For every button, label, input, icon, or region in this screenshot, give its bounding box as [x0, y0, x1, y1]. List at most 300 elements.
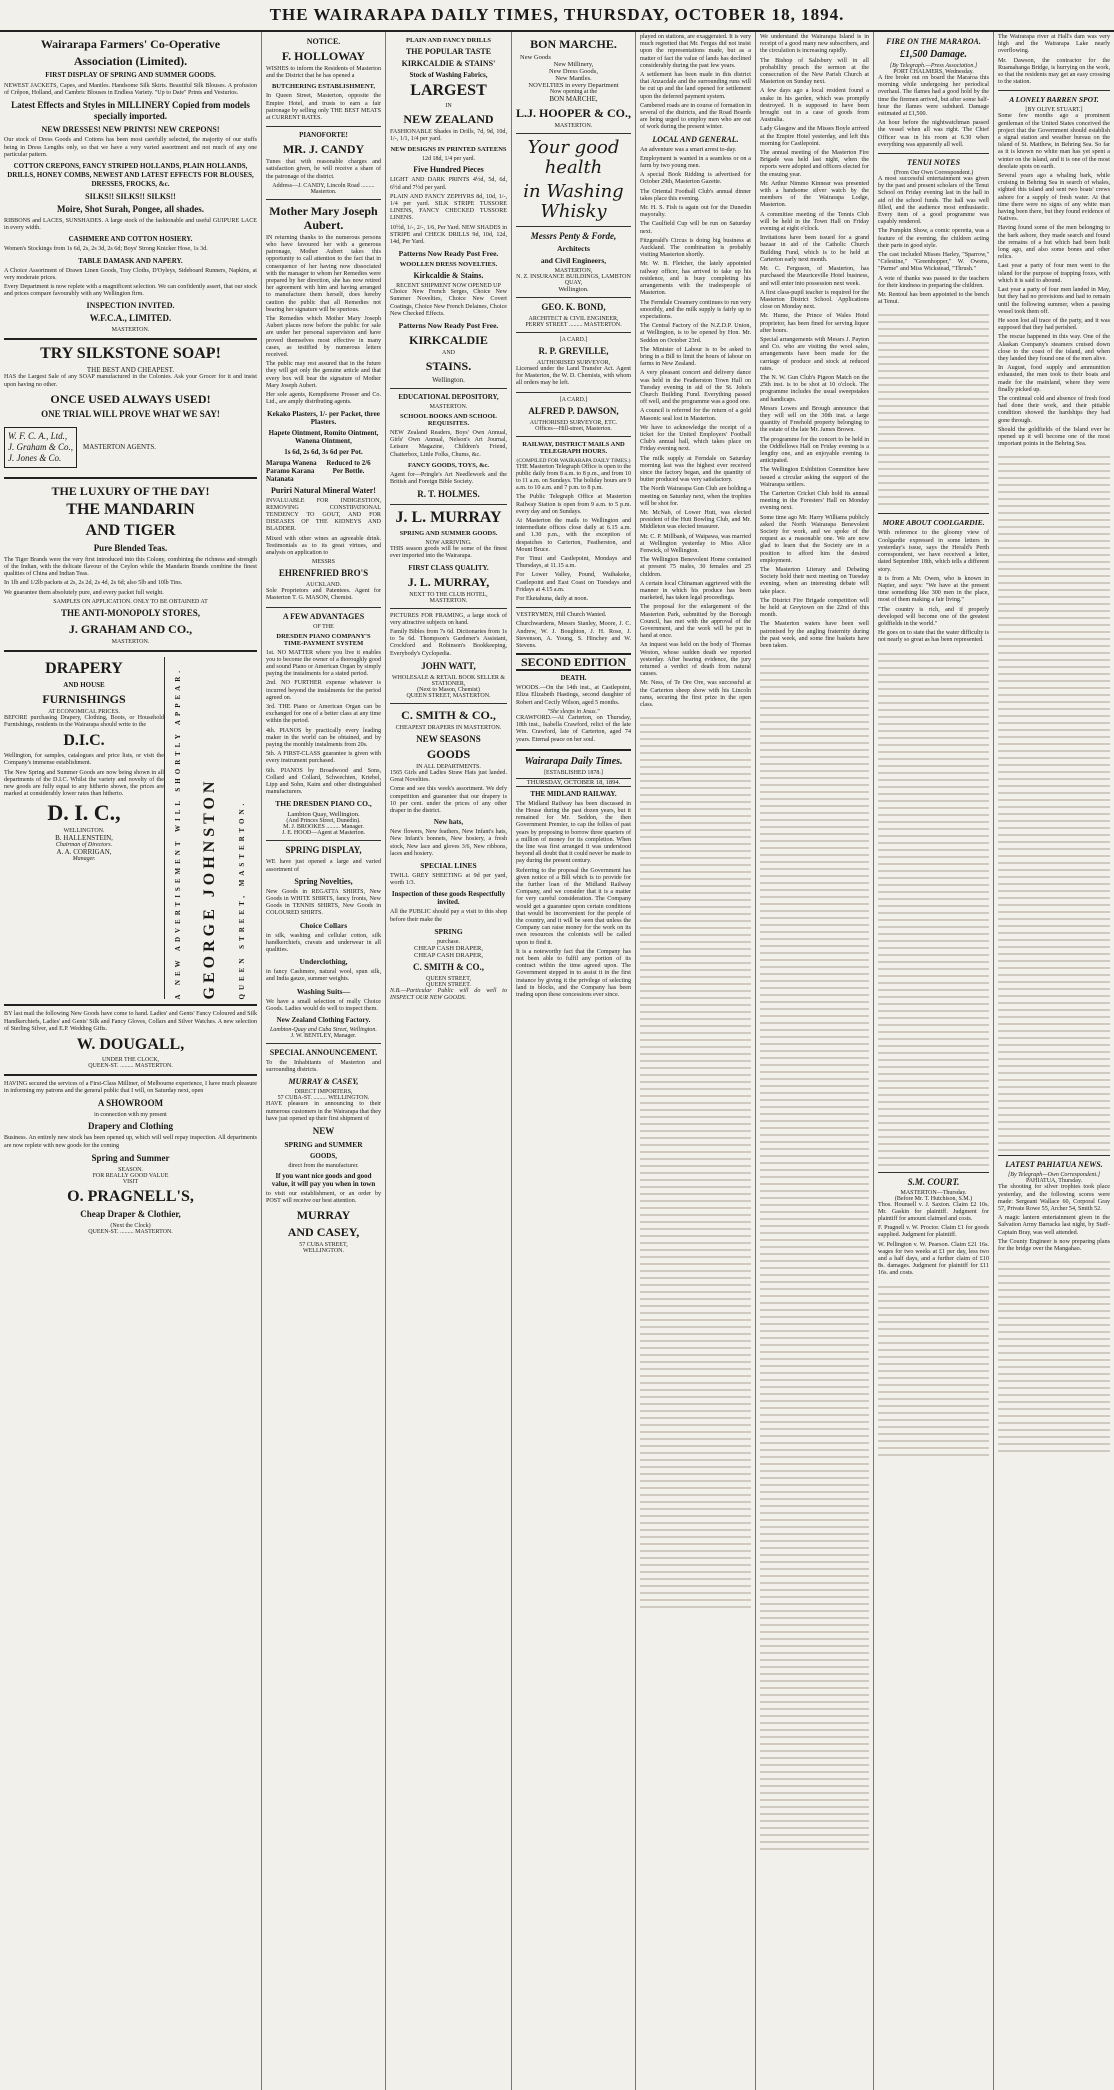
midland-paragraph: The Midland Railway has been discussed in the House during the past dozen years, but it remained for Mr. Seddon, the then Government Premier, to cap the follies of past years by proposing to borrow three quarters of a million of money for its completion. When the line was first arranged it was understood beyond all doubt that it could never be made to pay during the present century.: [516, 800, 631, 865]
ks-name: KIRKCALDIE & STAINS': [401, 59, 496, 68]
dresden-name: THE DRESDEN PIANO CO.,: [275, 799, 372, 809]
dic-name: D.I.C.: [63, 732, 105, 750]
mc-direct-from: direct from the manufacturer.: [288, 1163, 359, 1170]
bon-mantles: New Mantles.: [555, 75, 592, 82]
news-paragraph: The proposal for the enlargement of the Masterton Park, submitted by the Borough Council, has met with the approval of the Government, and the work will be put in hand at once.: [640, 604, 751, 640]
ks-shipment: RECENT SHIPMENT NOW OPENED UP: [396, 283, 501, 290]
aubert-kekako: Kekako Plasters, 1/- per Packet, three Plasters.: [267, 409, 380, 426]
vertical-adverts: [164, 657, 255, 999]
vestry-paragraph: Churchwardens, Messrs Stanley, Moore, J. C. Andrew, W. J. Boughton, J. H. Rose, J. Stevenson, A. Young, S. Hinchey and W. Stevens.: [516, 621, 631, 650]
smith-cheap1: CHEAP CASH DRAPER,: [414, 944, 483, 952]
wfca-place: MASTERTON.: [111, 327, 150, 334]
dougall-sub: UNDER THE CLOCK,: [101, 1056, 160, 1063]
smith-queen2: QUEEN STREET,: [426, 975, 471, 982]
news-paragraph: Mr. Dawson, the contractor for the Ruamahanga Bridge, is hurrying on the work, so that the residents may get an easy crossing to the station.: [998, 57, 1110, 86]
rail-sub: (COMPILED FOR WAIRARAPA DAILY TIMES.): [516, 457, 631, 464]
ks-designs: NEW DESIGNS IN PRINTED SATEENS: [390, 146, 507, 154]
aubert-paragraph: Her sole agents, Kempthorne Prosser and Co. Ltd., are amply distributing agents.: [266, 392, 381, 406]
candy-address: Address—J. CANDY, Lincoln Road ......... Masterton.: [272, 182, 375, 195]
script-advert-line1: Your good health: [527, 137, 620, 178]
bon-novelties: NOVELTIES in every Department: [528, 82, 619, 89]
news-paragraph: A special Book Ridding is advertised for October 29th, Masterton Gazette.: [640, 172, 751, 186]
tenui-own: (From Our Own Correspondent.): [893, 170, 974, 177]
smith-name: C. SMITH & CO.,: [401, 707, 496, 722]
court-paragraph: F. Pragnell v. W. Proctor. Claim £1 for goods supplied. Judgment for plaintiff.: [878, 1225, 989, 1239]
news-paragraph: A few days ago a local resident found a snake in his garden, which was promptly destroyed. It is supposed to have been brought out in a case of goods from Australia.: [760, 88, 869, 124]
dic-main: [4, 657, 164, 999]
mc-goods: GOODS,: [309, 1152, 338, 1161]
smith-nb: N.B.—Particular Public will do well to INSPECT OUR NEW GOODS.: [390, 987, 507, 1001]
divider: [390, 388, 507, 389]
dresden-item: 6th. PIANOS by Broadwood and Sons, Collard and Collard, Schwechten, Kriebel, Lipp and Sohn, Kaim and other distinguished manufacturers.: [266, 767, 381, 796]
mc-special: SPECIAL ANNOUNCEMENT.: [269, 1048, 378, 1058]
mc-ss: SPRING and SUMMER: [284, 1140, 363, 1150]
dougall-place: QUEEN-ST. ......... MASTERTON.: [88, 1062, 173, 1069]
smith-goods: GOODS: [426, 746, 471, 761]
divider: [390, 703, 507, 704]
wfca-news: NEW DRESSES! NEW PRINTS! NEW CREPONS!: [41, 125, 220, 135]
agent-name: J. Jones & Co.: [8, 452, 62, 463]
spot-paragraph: The continual cold and absence of fresh food had done their work, and their pitiable condition showed the hardships they had gone through.: [998, 395, 1110, 424]
script-advert-line2: in Washing Whisky: [523, 181, 624, 222]
spot-paragraph: Several years ago a whaling bark, while cruising in Behring Sea in search of whales, sighted this island and sent two boats' crews ashore for a supply of fresh water. At that time there were no signs of any white man having been there, but they found evidence of Natives.: [998, 173, 1110, 223]
pragnell-paragraph: Business. An entirely new stock has been opened up, which will well repay inspection. All departments are now replete with new goods for the coming: [4, 1135, 257, 1149]
jlm-masterton: MASTERTON.: [429, 597, 468, 604]
ks-name2: Kirkcaldie & Stains.: [413, 271, 484, 281]
smith-name2: C. SMITH & CO.,: [412, 961, 484, 972]
court-paragraph: Thos. Hounsell v. J. Saxton. Claim £2 10s. Mr. Gaskin for plaintiff. Judgment for plaintiff for amount claimed and costs.: [878, 1201, 989, 1222]
tea-graham: J. GRAHAM AND CO.,: [68, 621, 193, 636]
divider: [4, 338, 257, 340]
watt-queen: QUEEN STREET, MASTERTON.: [406, 692, 491, 699]
news-paragraph: The Wellington Exhibition Committee have issued a circular asking the support of the Wairarapa settlers.: [760, 467, 869, 488]
display-paragraph: We have a small selection of really Choice Goods. Ladies would do well to inspect them.: [266, 998, 381, 1012]
divider: [878, 153, 989, 154]
bon-masterton: MASTERTON.: [554, 123, 593, 129]
dawson-role: AUTHORISED SURVEYOR, ETC.: [529, 419, 618, 426]
column-8: [994, 32, 1114, 2090]
tea-monopoly: THE ANTI-MONOPOLY STORES,: [61, 607, 200, 618]
mc-new: NEW: [312, 1126, 335, 1137]
news-paragraph: played on stations, are exaggerated. It is very much regretted that Mr. Fergus did not insist upon the representations made, but as a matter of fact the value of lands has declined considerably during the past few years.: [640, 34, 751, 69]
spot-paragraph: Some few months ago a prominent gentleman of the United States conceived the project that the Government should establish a signal station and weather bureau on the island of St. Matthew, in Behring Sea. So far as it is known no white man has yet spent a winter on the island, and it is one of the most desolate spots on earth.: [998, 113, 1110, 170]
bon-title: BON MARCHE.: [530, 37, 617, 51]
vertical-advert-2: GEORGE JOHNSTON: [200, 777, 218, 1000]
smith-cheap2: CHEAP CASH DRAPER,: [414, 951, 483, 959]
dic-paragraph: The New Spring and Summer Goods are now being shown in all departments of the D.I.C. Whilst the variety and novelty of the new goods are fully equal to any hitherto shown, the prices are marked at considerably lower rates than hitherto.: [4, 769, 164, 798]
bon-new-goods: New Goods: [520, 54, 551, 61]
tenui-paragraph: The Pumpkin Show, a comic operetta, was a feature of the evening, the children acting their parts in good style.: [878, 228, 989, 249]
text-filler: [878, 1281, 989, 1461]
greville-card: [A CARD.]: [559, 337, 588, 343]
candy-name: MR. J. CANDY: [282, 142, 365, 157]
divider: [998, 1155, 1110, 1156]
tea-pure: Pure Blended Teas.: [93, 542, 168, 553]
dresden-item: 4th. PIANOS by practically every leading maker in the world can be obtained, and by paying the monthly instalments from 20s.: [266, 727, 381, 748]
wfca-paragraph: NEWEST JACKETS, Capes, and Mantles. Handsome Silk Skirts. Beautiful Silk Blouses. A profusion of Crêpon, Holland, and Cambric Blouses in Endless Variety. "Up to Date" Prints and Vesturios.: [4, 83, 257, 97]
ks-largest: LARGEST: [410, 82, 487, 99]
divider: [4, 1004, 257, 1006]
mc-cuba: 57 CUBA-ST. ......... WELLINGTON.: [277, 1095, 370, 1102]
holmes-paragraph: NEW Zealand Readers, Boys' Own Annual, Girls' Own Annual, Nelson's Art Journal, Leisure Magazine, Children's Friend, Chatterbox, Little Folks, Chums, &c.: [390, 430, 507, 458]
display-paragraph: in fancy Cashmere, natural wool, spun silk, and India gauze, summer weights.: [266, 969, 381, 983]
pahiatua-tel: [By Telegraph—Own Correspondent.]: [1007, 1172, 1101, 1179]
column-6: [756, 32, 874, 2090]
dresden-dunedin: (And Princes Street, Dunedin).: [286, 818, 361, 825]
pragnell-showroom: A SHOWROOM: [97, 1098, 164, 1109]
display-factory: New Zealand Clothing Factory.: [276, 1016, 371, 1025]
wfca-silks: SILKS!! SILKS!! SILKS!!: [85, 192, 176, 202]
holloway-paragraph: WISHES to inform the Residents of Masterton and the District that he has opened a: [266, 66, 381, 80]
wfca-paragraph: Women's Stockings from 1s 6d, 2s, 2s 3d, 2s 6d; Boys' Strong Knicker Hose, 1s 3d.: [4, 246, 208, 253]
watt-paragraph: PICTURES FOR FRAMING, a large stock of very attractive subjects on hand.: [390, 612, 507, 626]
spot-paragraph: Should the goldfields of the Island ever be opened up it will become one of the most important points in the Behring Sea.: [998, 426, 1110, 448]
ks-and: AND: [442, 350, 455, 357]
smith-special: SPECIAL LINES: [420, 860, 477, 870]
pragnell-connection: in connection with my present: [94, 1112, 167, 1119]
dougall-paragraph: BY last mail the following New Goods have come to hand. Ladies' and Gents' Fancy Coloured and Silk Handkerchiefs, Ladies' and Gents' Silk and Fancy Gloves, Collars and Silver Watches. A new selection of Sterling Silver, and E.P. Wedding Gifts.: [4, 1011, 257, 1032]
mc-nice: If you want nice goods and good value, it will pay you when in town: [271, 1172, 376, 1189]
pragnell-drapery: Drapery and Clothing: [87, 1121, 173, 1132]
penty-name: Messrs Penty & Forde,: [530, 231, 617, 241]
news-paragraph: Mr. H. S. Fish is again out for the Dunedin mayoralty.: [640, 205, 751, 219]
divider: [266, 126, 381, 127]
news-paragraph: A council is referred for the return of a gold Masonic seal lost in Masterton.: [640, 408, 751, 422]
news-paragraph: The Caulfield Cup will be run on Saturday next.: [640, 221, 751, 235]
midland-paragraph: It is a noteworthy fact that the Company has not been able to fulfil any portion of its contract within the time agreed upon. The Government stepped in to assist it in the first instance by giving it the privilege of selecting land in blocks, and the Company has been trading upon these concessions ever since.: [516, 948, 631, 998]
soap-agents: [4, 423, 257, 472]
dresden-lambton: Lambton Quay, Wellington.: [287, 811, 360, 819]
news-paragraph: Employment is wanted in a seamless or on a farm by two young men.: [640, 155, 751, 170]
divider: [516, 436, 631, 437]
ks-plain: PLAIN AND FANCY DRILLS: [405, 37, 492, 44]
dresden-agent: J. E. HOOD—Agent at Masterton.: [281, 830, 366, 837]
news-paragraph: The Oriental Football Club's annual dinner takes place this evening.: [640, 188, 751, 202]
news-paragraph: The Ferndale Creamery continues to run very smoothly, and the milk supply is fairly up to expectations.: [640, 299, 752, 320]
rail-paragraph: For Eketahuna, daily at noon.: [516, 596, 589, 603]
smith-queen3: QUEEN STREET.: [426, 981, 471, 988]
dawson-office: Offices—Hill-street, Masterton.: [535, 425, 612, 432]
tenui-paragraph: The cast included Misses Harley, "Sparrow," "Celestine," "Greenhopper," W. Owens, "Parme" and Miss Wickstead, "Thrush.": [878, 252, 989, 273]
news-paragraph: The District Fire Brigade competition will be held at Greytown on the 22nd of this month.: [760, 597, 869, 619]
ks-popular: THE POPULAR TASTE: [405, 47, 492, 56]
dic-andhouse: AND HOUSE: [63, 680, 105, 689]
tea-paragraph: The Tiger Brands were the very first introduced into this Colony, combining the richness and strength of the Indian, with the delicate flavour of the Ceylon while the Mandarin Brands combine the finest qualities of China and Indian Teas.: [4, 556, 257, 578]
coolgardie-paragraph: "The country is rich, and if properly developed will become one of the greatest goldfields in the world.": [878, 606, 989, 627]
ks-designs-price: 12d 18d, 1/4 per yard.: [422, 156, 475, 163]
aubert-reduced-price: Reduced to 2/6 Per Bottle.: [326, 458, 371, 475]
puriri-ehrenfried: EHRENFRIED BRO'S: [278, 568, 369, 579]
paper-estab: [ESTABLISHED 1878.]: [544, 769, 603, 776]
ks-paragraph: LIGHT AND DARK PRINTS 4½d, 5d, 6d, 6½d and 7½d per yard.: [390, 177, 507, 191]
pragnell-visit: VISIT: [122, 1178, 139, 1185]
watt-mason: (Next to Mason, Chemist): [417, 686, 480, 693]
tea-paragraph: In 1lb and 1/2lb packets at 2s, 2s 2d, 2s 4d, 2s 6d; also 5lb and 10lb Tins.: [4, 580, 183, 587]
mc-paragraph: to visit our establishment, or an order by POST will receive our best attention.: [266, 1191, 381, 1205]
pahiatua-title: LATEST PAHIATUA NEWS.: [1005, 1160, 1103, 1170]
tea-place: MASTERTON.: [111, 638, 150, 645]
smith-newseasons: NEW SEASONS: [416, 733, 481, 744]
dresden-item: 5th. A FIRST-CLASS guarantee is given with every instrument purchased.: [266, 751, 381, 765]
fire-paragraph: A fire broke out on board the Mararoa this morning while undergoing her periodical overhaul. The flames had a good hold by the time the firemen arrived, but after some half-hour the flames were subdued. Damage estimated at £1,500.: [878, 75, 989, 118]
spot-author: [BY OLIVE STUART.]: [1025, 107, 1083, 114]
spot-paragraph: The rescue happened in this way. One of the Alaskan Company's steamers cruised down close to the coast of the island, and when they landed they found one of the men alive.: [998, 334, 1110, 362]
tenui-title: TENUI NOTES: [906, 158, 961, 168]
dic-big: D. I. C.,: [47, 800, 121, 826]
dawson-name: ALFRED P. DAWSON,: [528, 405, 619, 416]
divider: [516, 607, 631, 608]
penty-place: MASTERTON,: [554, 268, 593, 274]
soap-once: ONCE USED ALWAYS USED!: [50, 391, 211, 406]
soap-sub: THE BEST AND CHEAPEST.: [86, 366, 175, 375]
ks-patterns: Patterns Now Ready Post Free.: [398, 249, 499, 259]
news-paragraph: The Wellington Benevolent Home contained at present 75 males, 30 females and 25 children.: [640, 557, 751, 578]
midland-paragraph: Referring to the proposal the Government has given notice of a Bill which is to provide for the further loan of the Midland Railway Company, and we consider that it is a matter for very careful consideration. The Company would get a guarantee upon certain conditions that would be inconvenient for the people of the country, and it will be seen that unless the Company can raise money for the work on its own resources the colonists will be called upon to find it.: [516, 867, 631, 946]
news-paragraph: We understand the Wairarapa Island is in receipt of a good many new subscribers, and the circulation is increasing rapidly.: [760, 34, 869, 55]
dresden-item: 1st. NO MATTER where you live it enables you to become the owner of a thoroughly good and sound Piano or American Organ by simply paying the instalments for a stated period.: [266, 649, 381, 678]
divider: [516, 749, 631, 751]
masthead: [0, 0, 1114, 32]
smith-paragraph: New flowers, New feathers, New Infant's hats, New Infant's bonnets, New hosiery, a fresh stock, New lace and gloves 3/6, New ribbons, laces and hosiery.: [390, 829, 507, 857]
text-filler: [640, 712, 751, 1612]
wfca-napery: TABLE DAMASK AND NAPERY.: [78, 256, 183, 265]
spot-paragraph: Last year a party of four men went to the island for the purpose of trapping foxes, with which it is said to abound.: [998, 263, 1110, 284]
aubert-paragraph: The Remedies which Mother Mary Joseph Aubert places now before the public for sale are under her personal supervision and have proved themselves most effective in many cases, as testified by numerous letters received.: [266, 316, 381, 359]
display-collars: Choice Collars: [299, 920, 348, 930]
dic-corrigan: A. A. CORRIGAN,: [56, 848, 112, 857]
fire-title: FIRE ON THE MARAROA.: [886, 37, 981, 46]
bond-role: ARCHITECT & CIVIL ENGINEER,: [528, 316, 619, 322]
dic-paragraph: Wellington, for samples, catalogues and price lists, or visit the Company's immense establishment.: [4, 753, 164, 767]
divider: [516, 226, 631, 227]
divider: [878, 513, 989, 514]
smith-purchase: purchase.: [437, 938, 460, 945]
columns: [0, 32, 1114, 2090]
jlm-spring: SPRING AND SUMMER GOODS.: [399, 530, 498, 538]
dic-economical: AT ECONOMICAL PRICES.: [48, 708, 120, 715]
wfca-latest: Latest Effects and Styles in MILLINERY Copied from models specially imported.: [11, 100, 250, 122]
fire-damage: £1,500 Damage.: [900, 49, 967, 60]
display-paragraph: WE have just opened a large and varied assortment of: [266, 859, 381, 873]
wfca-paragraph: RIBBONS and LACES, SUNSHADES. A large stock of the fashionable and useful GUIPURE LACE in every width.: [4, 218, 257, 232]
court-place: MASTERTON—Thursday.: [900, 1189, 967, 1196]
news-paragraph: Mr. Arthur Nimmo Kinnear was presented with a handsome silver watch by the members of the Wairarapa Lodge, Masterton.: [760, 180, 869, 209]
bond-place: PERRY STREET ......... MASTERTON.: [525, 322, 622, 328]
ks-stains: STAINS.: [425, 359, 472, 374]
watt-role: WHOLESALE & RETAIL BOOK SELLER & STATIONER,: [391, 674, 506, 687]
news-paragraph: Mr. C. P. Millbank, of Waipawa, was married at Wellington yesterday to Miss Alice Fenwick, of Wellington.: [640, 533, 751, 554]
rail-paragraph: For Lower Valley, Pound, Waihakeke, Castlepoint and East Coast on Tuesdays and Fridays at 4.15 a.m.: [516, 572, 631, 593]
mc-wellington: WELLINGTON.: [302, 1248, 345, 1255]
divider: [4, 650, 257, 652]
puriri-paragraph: Sole Proprietors and Patentees. Agent for Masterton T. G. MASON, Chemist.: [266, 588, 381, 602]
news-paragraph: The Masterton Literary and Debating Society hold their next meeting on Tuesday evening, when an interesting debate will take place.: [760, 567, 869, 595]
soap-headline: TRY SILKSTONE SOAP!: [40, 345, 221, 363]
display-washing: Washing Suits—: [296, 986, 351, 996]
display-paragraph: in silk, washing and cellular cotton, silk handkerchiefs, cravats and underwear in all qualities.: [266, 932, 381, 954]
court-title: S.M. COURT.: [907, 1176, 960, 1187]
news-paragraph: An adventure was a smart arrest to-day.: [640, 146, 737, 153]
agent-name: W. F. C. A., Ltd.,: [8, 430, 68, 441]
aubert-paragraph: The public may rest assured that in the future they will get only the genuine article and that every box will bear the signature of Mother Mary Joseph Aubert.: [266, 361, 381, 389]
divider: [516, 392, 631, 393]
wfca-title-line1: Wairarapa Farmers' Co-Operative: [40, 37, 221, 51]
ks-hundred: Five Hundred Pieces: [413, 165, 484, 175]
coolgardie-title: MORE ABOUT COOLGARDIE.: [882, 518, 985, 528]
coolgardie-paragraph: With reference to the gloomy view of Coolgardie expressed in some letters in yesterday's issue, says the Herald's Perth correspondent, we have received a letter, dated September 18th, which tells a different story.: [878, 530, 989, 573]
ks-patterns2: Patterns Now Ready Post Free.: [398, 321, 499, 331]
candy-paragraph: Tunes that with reasonable charges and satisfaction given, he will receive a share of the patronage of the district.: [266, 159, 381, 180]
pragnell-value: FOR REALLY GOOD VALUE: [92, 1172, 169, 1179]
ks-kirk3: KIRKCALDIE: [409, 333, 488, 348]
pragnell-spring: Spring and Summer: [91, 1152, 170, 1163]
coolgardie-paragraph: He goes on to state that the water difficulty is not nearly so great as has been represented.: [878, 630, 989, 644]
tea-mandarin: THE MANDARIN: [66, 500, 195, 518]
dresden-advantages: A FEW ADVANTAGES: [282, 611, 365, 621]
news-paragraph: The N. W. Gun Club's Pigeon Match on the 25th inst. is to be shot at 10 o'clock. The programme includes the usual sweepstakes and handicaps.: [760, 374, 869, 403]
rail-paragraph: THE Masterton Telegraph Office is open to the public daily from 8 a.m. to 8 p.m., and from 10 to 11 a.m. on Sundays. The holiday hours are 9 a.m. to 10 a.m. and 7 p.m. to 8 p.m.: [516, 463, 631, 492]
divider: [516, 332, 631, 333]
aubert-paragraph: IN returning thanks to the numerous persons who have favoured her with a generous patronage, Mother Aubert takes this opportunity to call attention to the fact that in consequence of her having now dissociated with the manager to whom her Remedies were prepared by her direction, she has now retired her agreement with him and having arranged to manufacture them herself, does hereby caution the public that all Remedies not bearing her signature will be spurious.: [266, 234, 381, 313]
dresden-ofthe: OF THE: [313, 623, 334, 630]
ks-paragraph: 10½d, 1/-, 2/-, 1/6, Per Yard. NEW SHADES in STRIPE and CHECK DRILLS 9d, 10d, 12d, 14d, Per Yard.: [390, 224, 507, 246]
news-paragraph: The Carterton Cricket Club hold its annual meeting in the Foresters' Hall on Monday evening next.: [760, 490, 869, 512]
pahiatua-paragraph: The County Engineer is now preparing plans for the bridge over the Mangahao.: [998, 1238, 1110, 1252]
divider: [266, 1043, 381, 1044]
aubert-remedies: Marupa Wanena Paramo Karana Natanata: [266, 458, 317, 483]
smith-all: IN ALL DEPARTMENTS.: [416, 763, 481, 770]
smith-paragraph: Come and see this week's assortment. We defy competition and guarantee that our drapery is 10 per cent. under the prices of any other draper in the district.: [390, 786, 507, 814]
spot-paragraph: Last year a party of four men landed in May, but they had no provisions and had to remain until the following summer, when a passing vessel took them off.: [998, 287, 1110, 315]
wfca-cashmere: CASHMERE AND COTTON HOSIERY.: [68, 235, 193, 244]
holloway-name: F. HOLLOWAY: [281, 49, 366, 63]
news-paragraph: The Wairarapa river at Hall's dam was very high and the Wairarapa Lake nearly overflowing.: [998, 34, 1110, 55]
midland-title: THE MIDLAND RAILWAY.: [530, 789, 617, 798]
news-paragraph: Messrs Lowes and Brough announce that they will sell on the 30th inst. a large quantity of Freehold property belonging to the estate of the late Mr. James Brown.: [760, 405, 869, 434]
pragnell-paragraph: HAVING secured the services of a First-Class Milliner, of Melbourne experience, I have much pleasure in informing my patrons and the general public that I will, on Saturday next, open: [4, 1080, 257, 1095]
bond-name: GEO. K. BOND,: [541, 302, 606, 312]
tea-samples: SAMPLES ON APPLICATION. ONLY TO BE OBTAINED AT: [53, 598, 208, 605]
penty-ins: N. Z. INSURANCE BUILDINGS, LAMBTON QUAY,: [516, 274, 631, 286]
news-paragraph: Cambered roads are in course of formation in several of the districts, and the Road Boards are being urged to employ men who are out of work during the present winter.: [640, 102, 751, 131]
dresden-item: 3rd. THE Piano or American Organ can be exchanged for one of a better class at any time within the period.: [266, 703, 381, 725]
smith-paragraph: TWILL GREY SHEETING at 9d per yard, worth 1/3.: [390, 872, 507, 887]
text-filler: [998, 451, 1110, 1151]
ks-paragraph: PLAIN AND FANCY ZEPHYRS 8d, 10d, 1/-, 1/4 per yard. SILK STRIPE TUSSORE LINENS, FANCY CHECKED TUSSORE LINENS.: [390, 193, 507, 222]
news-paragraph: The Masterton waters have been well patronised by the angling fraternity during the past week, and some fine baskets have been taken.: [760, 621, 869, 650]
news-paragraph: The North Wairarapa Gun Club are holding a meeting on Saturday next, when the trophies will be shot for.: [640, 486, 751, 507]
rail-paragraph: At Masterton the mails to Wellington and intermediate offices close daily at 6.15 a.m. and 1.30 p.m., with the exception of despatches to Carterton, Featherston, and Mount Bruce.: [516, 518, 631, 553]
jlm-name: J. L. MURRAY: [395, 509, 502, 527]
puriri-paragraph: INVALUABLE FOR INDIGESTION, REMOVING CONSTIPATIONAL TENDENCY TO GOUT, AND FOR DISEASES OF THE KIDNEYS AND BLADDER.: [266, 497, 381, 533]
coolgardie-paragraph: It is from a Mr. Owen, who is known in Napier, and says: "We have at the present time something like 300 men in the place, most of them making a fair living.": [878, 575, 989, 604]
holmes-masterton: MASTERTON.: [429, 404, 468, 411]
bon-dress: New Dress Goods,: [549, 68, 598, 75]
spot-paragraph: Having found some of the men belonging to the bark ashore, they made search and found the remains of a hut which had been built long ago, and also some bones and other relics.: [998, 225, 1110, 261]
display-underclothing: Underclothing,: [299, 957, 348, 967]
paper-date: THURSDAY, OCTOBER 18, 1894.: [516, 778, 631, 787]
puriri-paragraph: Mixed with other wines an agreeable drink. Testimonials as to its great virtues, and analysis on application to: [266, 535, 381, 556]
divider: [998, 90, 1110, 91]
column-3: [386, 32, 512, 2090]
death-title: DEATH.: [560, 674, 587, 683]
ks-woollen: WOOLLEN DRESS NOVELTIES.: [399, 261, 498, 269]
local-title: LOCAL AND GENERAL.: [652, 134, 739, 144]
ks-paragraph: Choice New French Serges, Choice New Summer Novelties, Choice New Covert Coatings, Choice New French Delaines, Choice New Checked Effects.: [390, 289, 507, 317]
watt-paragraph: Family Bibles from 7s 6d. Dictionaries from 1s to 5s 6d. Thompson's Gardener's Assistant, Crockford and Robinson's Bookkeeping, Everybody's Cyclopedia.: [390, 629, 507, 657]
wfca-subtitle: FIRST DISPLAY OF SPRING AND SUMMER GOODS.: [45, 71, 216, 79]
rail-title: RAILWAY, DISTRICT MAILS AND TELEGRAPH HOURS.: [522, 440, 625, 455]
court-before: (Before Mr. T. Hutchison, S.M.): [894, 1195, 973, 1202]
news-paragraph: The annual meeting of the Masterton Fire Brigade was held last night, when the reports were adopted and officers elected for the ensuing year.: [760, 150, 869, 178]
second-edition: SECOND EDITION: [516, 653, 631, 671]
news-paragraph: A settlement has been made in this district that Anzacdale and the surrounding runs will be cut up and the land opened for settlement upon the deferred payment system.: [640, 72, 751, 100]
soap-paragraph: HAS the Largest Sale of any SOAP manufactured in the Colonies. Ask your Grocer for it and insist upon having no other.: [4, 374, 257, 388]
pragnell-name: O. PRAGNELL'S,: [67, 1187, 194, 1205]
text-filler: [878, 309, 989, 509]
wfca-name: W.F.C.A., LIMITED.: [89, 313, 172, 324]
dresden-manager: M. J. BROOKES ......... Manager.: [283, 824, 364, 831]
ks-wellington: Wellington.: [432, 376, 465, 385]
death-quote: "She sleeps in Jesus.": [547, 708, 600, 715]
pragnell-place: QUEEN-ST. ......... MASTERTON.: [88, 1228, 173, 1235]
bon-name2: BON MARCHE,: [549, 95, 598, 103]
news-paragraph: Mr. Hume, the Prince of Wales Hotel proprietor, has been fined for serving liquor after hours.: [760, 313, 869, 334]
penty-place2: Wellington.: [558, 286, 589, 293]
puriri-title: Puriri Natural Mineral Water!: [271, 485, 376, 495]
death-paragraph: WOODS.—On the 14th inst., at Castlepoint, Eliza Elizabeth Hastings, second daughter of Robert and Cecily Wilson, aged 5 months.: [516, 685, 631, 706]
mc-murray: MURRAY: [296, 1208, 351, 1223]
column-7: [874, 32, 994, 2090]
aubert-reduced: [266, 459, 381, 483]
wfca-paragraph: Our stock of Dress Goods and Cottons has been most carefully selected, the majority of our stuffs being in Dress Lengths only, so that we have a very varied assortment and not much of any one particular pattern.: [4, 137, 257, 158]
holloway-paragraph: In Queen Street, Masterton, opposite the Empire Hotel, and trusts to earn a fair patronage by selling only THE BEST MEATS at CURRENT RATES.: [266, 93, 381, 122]
ks-stock: Stock of Washing Fabrics,: [409, 71, 488, 79]
aubert-title: Mother Mary Joseph Aubert.: [269, 203, 378, 232]
agents-label: MASTERTON AGENTS.: [83, 443, 156, 452]
puriri-auckland: AUCKLAND.: [305, 582, 342, 589]
holmes-paragraph: Agent for—Pringle's Art Needlework and the British and Foreign Bible Society.: [390, 471, 507, 486]
bon-hooper: L.J. HOOPER & CO.,: [516, 106, 632, 120]
bon-millinery: New Millinery,: [553, 61, 594, 68]
divider: [4, 1074, 257, 1076]
smith-hats: New hats,: [433, 818, 464, 827]
vertical-advert-3: QUEEN STREET, MASTERTON.: [237, 799, 246, 1000]
divider: [4, 477, 257, 479]
jlm-quality: FIRST CLASS QUALITY.: [408, 563, 489, 572]
death-paragraph: CRAWFORD.—At Carterton, on Thursday, 18th inst., Isabella Crawford, relict of the late Wm. Crawford, late of Carterton, aged 74 years. Eternal peace on her soul.: [516, 714, 631, 743]
greville-role: AUTHORISED SURVEYOR,: [536, 360, 611, 366]
soap-trial: ONE TRIAL WILL PROVE WHAT WE SAY!: [41, 408, 220, 419]
bon-showing: Now opening at the: [549, 89, 598, 95]
divider: [266, 199, 381, 200]
news-paragraph: Fitzgerald's Circus is doing big business at Auckland. The combination is probably visiting Masterton shortly.: [640, 237, 751, 259]
news-paragraph: We have to acknowledge the receipt of a ticket for the United Employers' Football Club's annual ball, which takes place on Friday evening next.: [640, 424, 751, 453]
display-title: SPRING DISPLAY,: [285, 845, 362, 856]
dic-block: [4, 657, 257, 999]
fire-tel: [By Telegraph.—Press Association.]: [889, 63, 978, 69]
divider: [516, 133, 631, 134]
wfca-moire: Moire, Shot Surah, Pongee, all shades.: [56, 204, 205, 215]
news-paragraph: A certain local Chinaman aggrieved with the manner in which his produce has been marketed, has taken legal proceedings.: [640, 580, 751, 602]
holloway-notice: NOTICE.: [306, 37, 341, 46]
agent-name: J. Graham & Co.,: [8, 441, 73, 452]
display-bentley: J. W. BENTLEY, Manager.: [290, 1033, 357, 1040]
text-filler: [998, 1256, 1110, 1456]
greville-paragraph: Licensed under the Land Transfer Act. Agent for Masterton, the W. D. Chemists, with whom all orders may be left.: [516, 366, 631, 387]
paper-name: Wairarapa Daily Times.: [524, 755, 623, 767]
fire-paragraph: An hour before the nightwatchman passed the vessel when all was right. The Chief Officer was in his room at 6.30 when everything was apparently all well.: [878, 120, 989, 148]
